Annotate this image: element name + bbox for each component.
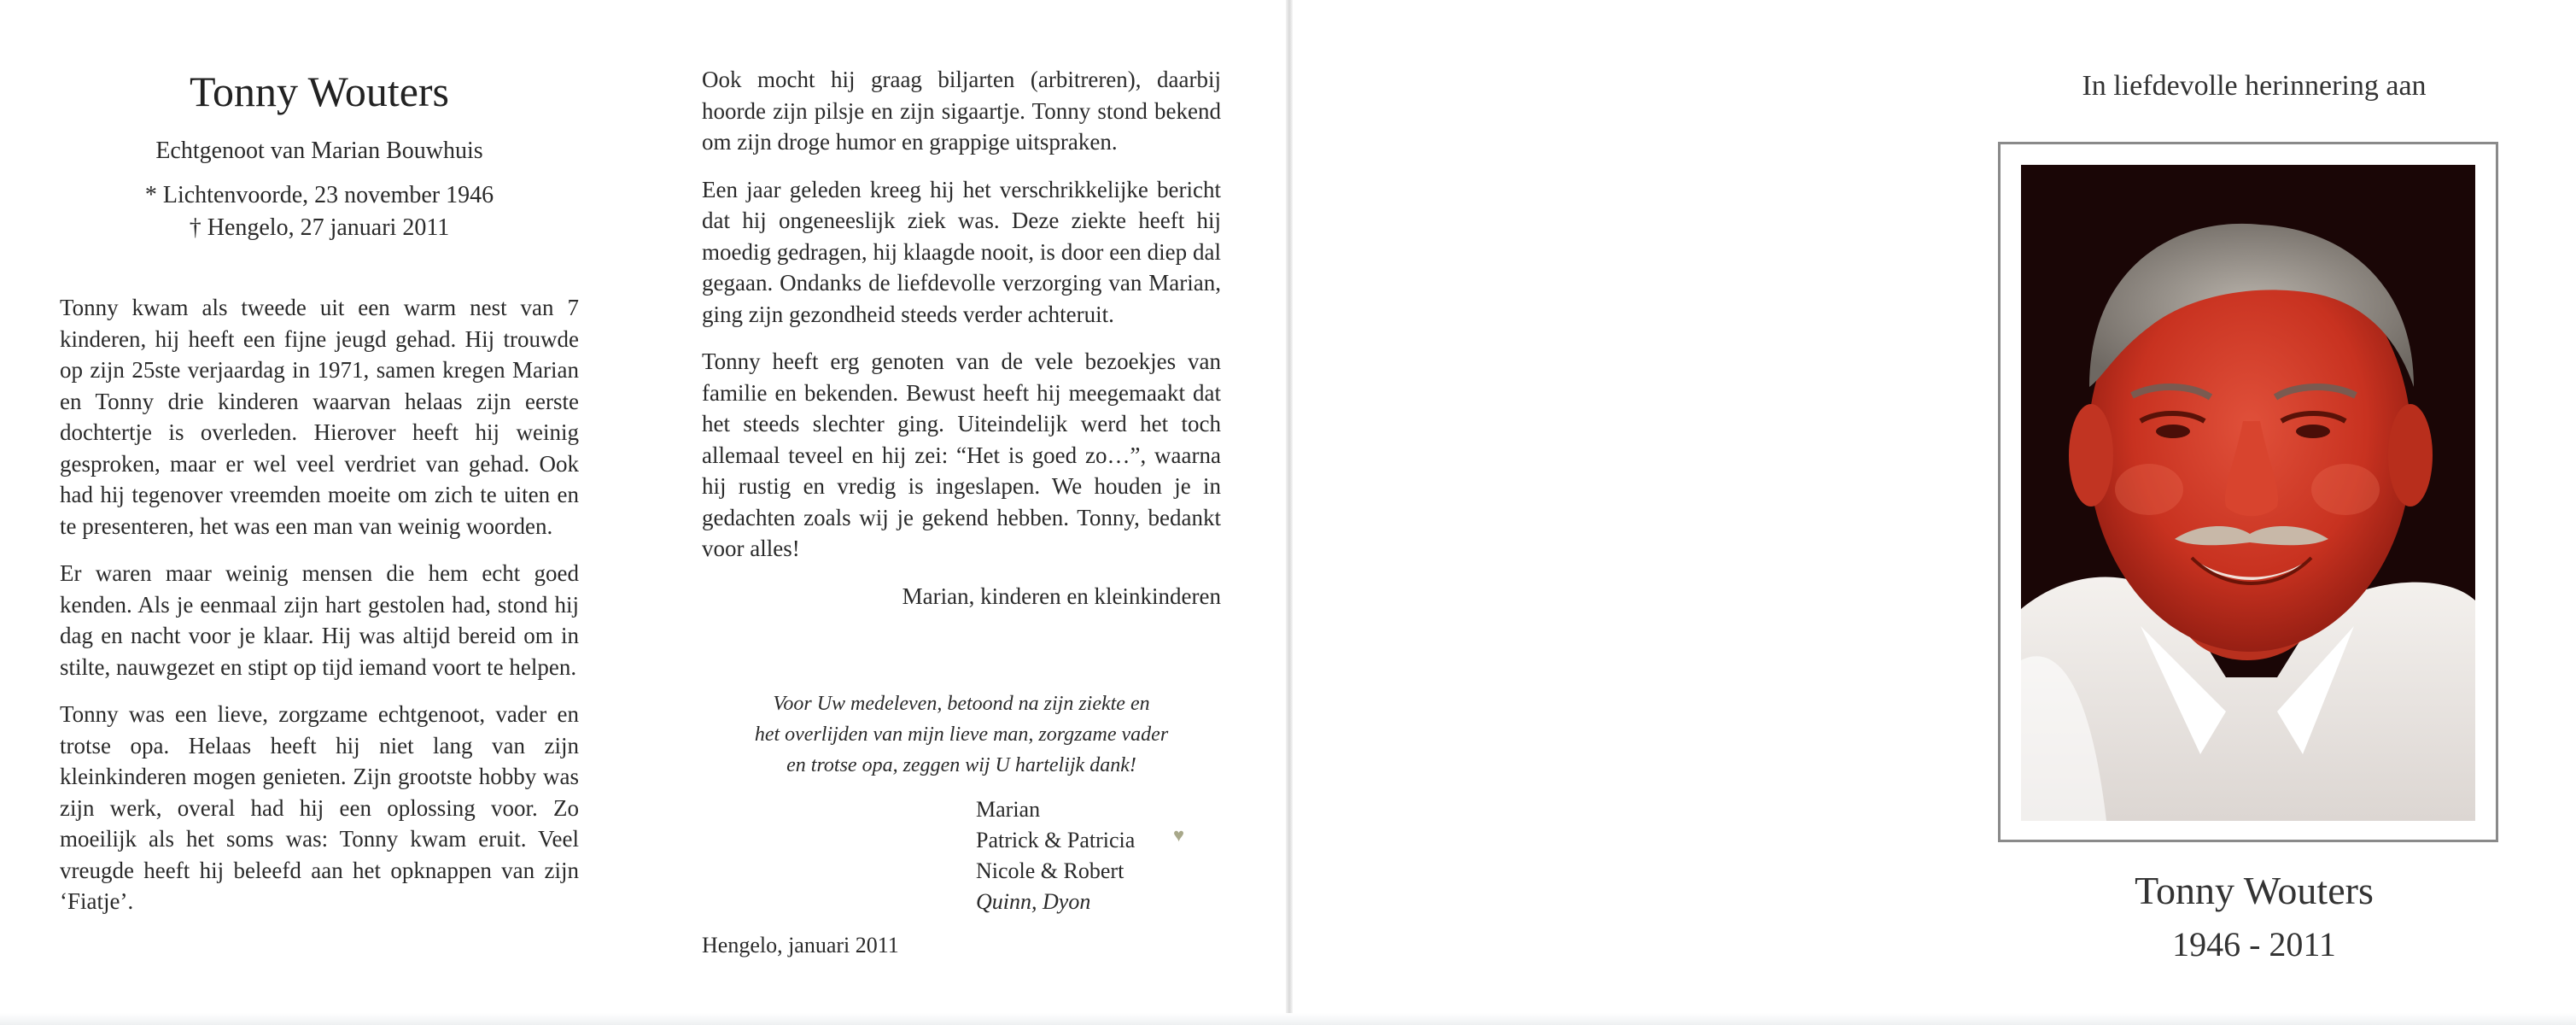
- memorial-name: Tonny Wouters: [2135, 869, 2374, 912]
- bottom-edge-shadow: [0, 1013, 2576, 1025]
- thanks-line: en trotse opa, zeggen wij U hartelijk dank!: [786, 754, 1136, 776]
- paragraph: Tonny heeft erg genoten van de vele bezoekjes van familie en bekenden. Bewust heeft hij meegemaakt dat het steeds slechter ging. Uiteindelijk werd het toch allemaal teveel en hij zei: “Het is goed zo…”, waarna hij rustig en vredig is ingeslapen. We houden je in gedachten zoals wij je gekend hebben. Tonny, bedankt voor alles!: [702, 348, 1221, 561]
- paragraph: Er waren maar weinig mensen die hem echt goed kenden. Als je eenmaal zijn hart gestolen had, stond hij dag en nacht voor je klaar. Hij was altijd bereid om in stilte, nauwgezet en stipt op tijd iemand voort te helpen.: [60, 560, 579, 680]
- signoff: Marian, kinderen en kleinkinderen: [902, 583, 1221, 609]
- spouse-line: Echtgenoot van Marian Bouwhuis: [155, 138, 483, 164]
- deceased-name: Tonny Wouters: [189, 67, 450, 115]
- family-names: [976, 794, 1198, 917]
- memorial-years: 1946 - 2011: [2172, 925, 2336, 964]
- birth-line: * Lichtenvoorde, 23 november 1946: [144, 182, 494, 208]
- portrait-frame: [1998, 142, 2498, 842]
- paragraph: Tonny was een lieve, zorgzame echtgenoot, vader en trotse opa. Helaas heeft hij niet lang van zijn kleinkinderen mogen genieten. Zijn grootste hobby was zijn werk, overal had hij een oplossing voor. Zo moeilijk als het soms was: Tonny kwam eruit. Veel vreugde heeft hij beleefd aan het opknappen van zijn ‘Fiatje’.: [60, 701, 579, 914]
- paragraph: Een jaar geleden kreeg hij het verschrikkelijke bericht dat hij ongeneeslijk ziek was. Deze ziekte heeft hij moedig gedragen, hij klaagde nooit, is door een diep dal gegaan. Ondanks de liefdevolle verzorging van Marian, ging zijn gezondheid steeds verder achteruit.: [702, 176, 1221, 327]
- grandchildren-names: Quinn, Dyon: [976, 889, 1091, 914]
- biography-column-2: [702, 64, 1221, 612]
- thanks-line: Voor Uw medeleven, betoond na zijn ziekte en: [773, 693, 1150, 715]
- life-dates: [60, 179, 579, 244]
- card-fold: [1286, 0, 1293, 1025]
- thanks-line: het overlijden van mijn lieve man, zorgzame vader: [754, 723, 1169, 746]
- family-name: Nicole & Robert: [976, 858, 1124, 883]
- header-block: [60, 60, 579, 244]
- paragraph: Tonny kwam als tweede uit een warm nest van 7 kinderen, hij heeft een fijne jeugd gehad. Hij trouwde op zijn 25ste verjaardag in 1971, samen kregen Marian en Tonny drie kinderen waarvan helaas zijn eerste dochtertje is overleden. Hierover heeft hij weinig gesproken, maar er wel veel verdriet van gehad. Ook had hij tegenover vreemden moeite om zich te uiten en te presenteren, het was een man van weinig woorden.: [60, 295, 579, 539]
- paragraph: Ook mocht hij graag biljarten (arbitreren), daarbij hoorde zijn pilsje en zijn sigaartje. Tonny stond bekend om zijn droge humor en grappige uitspraken.: [702, 67, 1221, 155]
- thank-you-note: [702, 688, 1221, 781]
- portrait-photo: [2021, 165, 2475, 821]
- family-name: Patrick & Patricia: [976, 828, 1136, 852]
- heart-icon: ♥: [1173, 824, 1185, 846]
- biography-column-1: [60, 292, 579, 934]
- family-name: Marian: [976, 797, 1041, 822]
- portrait-illustration: [2021, 165, 2475, 821]
- death-line: † Hengelo, 27 januari 2011: [189, 214, 450, 241]
- place-date: Hengelo, januari 2011: [702, 933, 899, 958]
- memorial-intro: In liefdevolle herinnering aan: [2082, 70, 2427, 102]
